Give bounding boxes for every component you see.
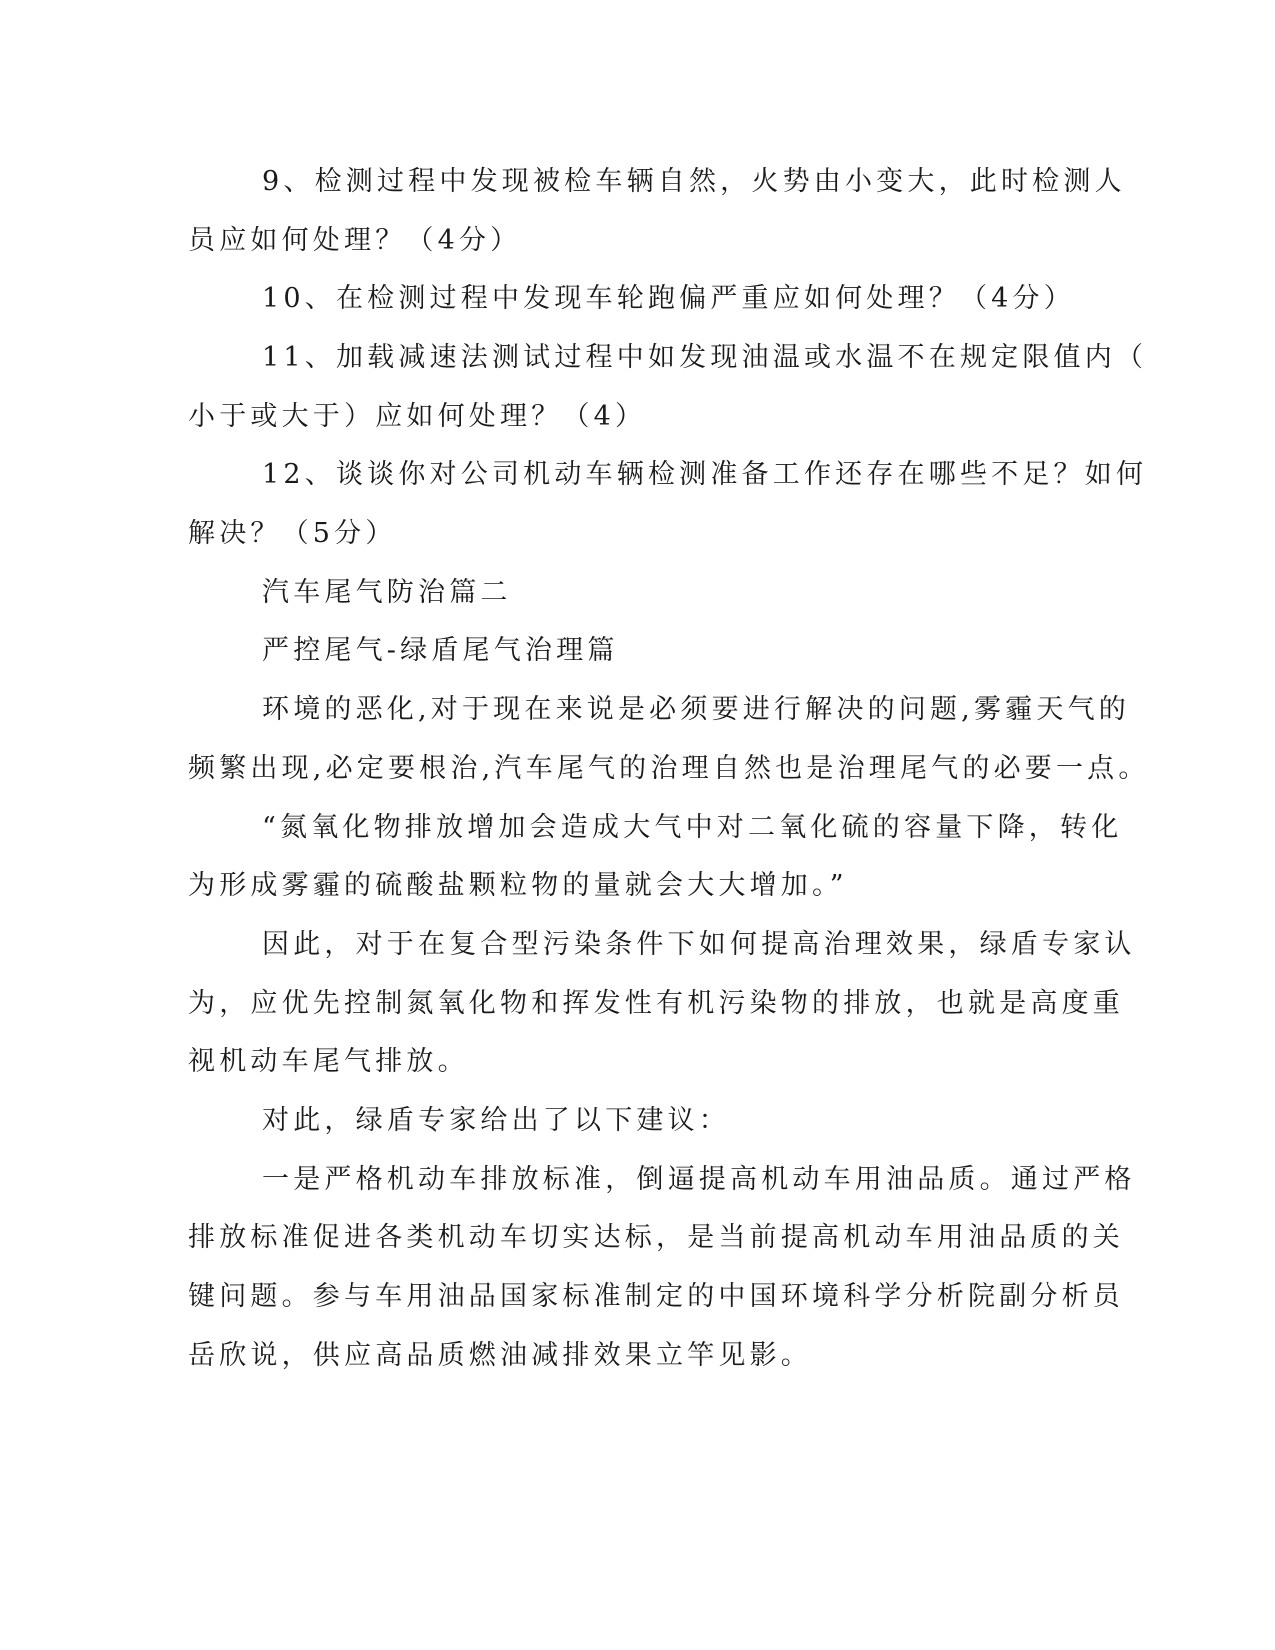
section-heading: 汽车尾气防治篇二 <box>262 577 512 608</box>
quote-line-2: 为形成雾霾的硫酸盐颗粒物的量就会大大增加。” <box>188 870 848 901</box>
question-12-line-1: 12、谈谈你对公司机动车辆检测准备工作还存在哪些不足？如何 <box>262 459 1148 490</box>
paragraph-1-line-2: 频繁出现,必定要根治,汽车尾气的治理自然也是治理尾气的必要一点。 <box>188 753 1150 784</box>
paragraph-3: 对此，绿盾专家给出了以下建议： <box>262 1105 730 1136</box>
paragraph-2-line-2: 为，应优先控制氮氧化物和挥发性有机污染物的排放，也就是高度重 <box>188 988 1124 1019</box>
paragraph-4-line-4: 岳欣说，供应高品质燃油减排效果立竿见影。 <box>188 1340 812 1371</box>
question-12-line-2: 解决？（5分） <box>188 518 397 549</box>
question-9-line-1: 9、检测过程中发现被检车辆自然，火势由小变大，此时检测人 <box>262 166 1126 197</box>
paragraph-4-line-2: 排放标准促进各类机动车切实达标，是当前提高机动车用油品质的关 <box>188 1222 1124 1253</box>
quote-line-1: “氮氧化物排放增加会造成大气中对二氧化硫的容量下降，转化 <box>262 812 1123 843</box>
paragraph-2-line-3: 视机动车尾气排放。 <box>188 1046 469 1077</box>
question-11-line-2: 小于或大于）应如何处理？（4） <box>188 401 647 432</box>
question-11-line-1: 11、加载减速法测试过程中如发现油温或水温不在规定限值内（ <box>262 342 1148 373</box>
paragraph-1-line-1: 环境的恶化,对于现在来说是必须要进行解决的问题,雾霾天气的 <box>262 694 1130 725</box>
paragraph-4-line-3: 键问题。参与车用油品国家标准制定的中国环境科学分析院副分析员 <box>188 1281 1124 1312</box>
question-9-line-2: 员应如何处理？（4分） <box>188 225 522 256</box>
article-title: 严控尾气-绿盾尾气治理篇 <box>262 635 619 666</box>
paragraph-2-line-1: 因此，对于在复合型污染条件下如何提高治理效果，绿盾专家认 <box>262 929 1136 960</box>
paragraph-4-line-1: 一是严格机动车排放标准，倒逼提高机动车用油品质。通过严格 <box>262 1164 1136 1195</box>
question-10: 10、在检测过程中发现车轮跑偏严重应如何处理？（4分） <box>262 283 1075 314</box>
